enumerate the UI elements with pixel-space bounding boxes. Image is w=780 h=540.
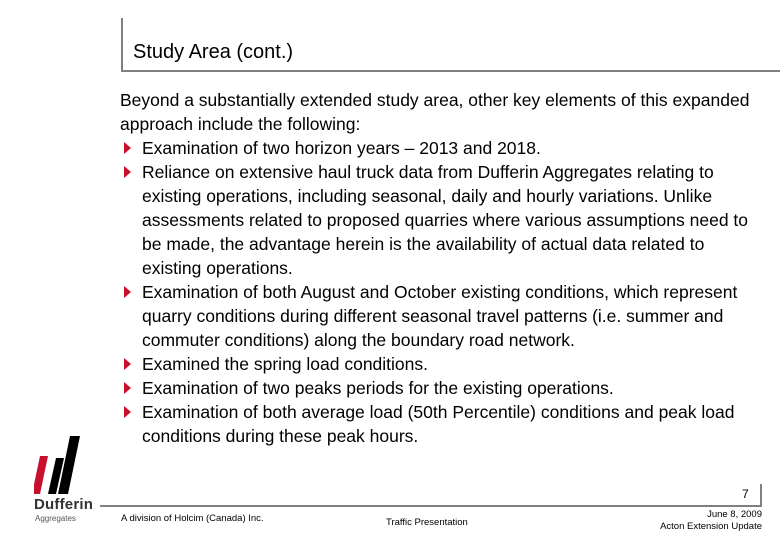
logo-subtitle: Aggregates [35,514,76,523]
footer-date: June 8, 2009 [707,509,762,520]
slide-body [120,88,760,448]
bullet-text: Examination of two peaks periods for the existing operations. [142,378,614,398]
title-rule-vertical [121,18,123,72]
intro-paragraph: Beyond a substantially extended study area, other key elements of this expanded approach include the following: [120,90,750,134]
dufferin-logo-mark-icon [34,436,94,496]
footer-update-title: Acton Extension Update [660,521,762,532]
bullet-arrow-icon [124,142,131,154]
footer-date-title [660,509,762,533]
footer-rule-horizontal [100,505,762,507]
dufferin-logo [34,436,94,524]
bullet-text: Examination of both August and October existing conditions, which represent quarry conditions during different seasonal travel patterns (i.e. summer and commuter conditions) along the boundary road network. [142,282,738,350]
footer-rule-vertical [760,484,762,506]
bullet-text: Examination of both average load (50th Percentile) conditions and peak load conditions during these peak hours. [142,402,735,446]
slide-title: Study Area (cont.) [133,41,294,63]
bullet-arrow-icon [124,406,131,418]
page-number: 7 [742,487,749,501]
bullet-item [120,136,760,160]
bullet-item [120,400,760,448]
bullet-item [120,352,760,376]
bullet-item [120,160,760,280]
bullet-arrow-icon [124,166,131,178]
bullet-item [120,376,760,400]
bullet-text: Reliance on extensive haul truck data from Dufferin Aggregates relating to existing operations, including seasonal, daily and hourly variations. Unlike assessments related to proposed quarries where various assumptions need to be made, the advantage herein is the availability of actual data related to existing operations. [142,162,749,278]
bullet-item [120,280,760,352]
footer-company: A division of Holcim (Canada) Inc. [121,513,264,524]
bullet-arrow-icon [124,358,131,370]
bullet-text: Examined the spring load conditions. [142,354,429,374]
bullet-list [120,136,760,448]
title-rule-horizontal [121,70,780,72]
bullet-arrow-icon [124,286,131,298]
footer-presentation-title: Traffic Presentation [386,517,468,528]
logo-wordmark: Dufferin [34,496,94,513]
logo-stripe-red [34,456,48,494]
bullet-arrow-icon [124,382,131,394]
bullet-text: Examination of two horizon years – 2013 and 2018. [142,138,541,158]
